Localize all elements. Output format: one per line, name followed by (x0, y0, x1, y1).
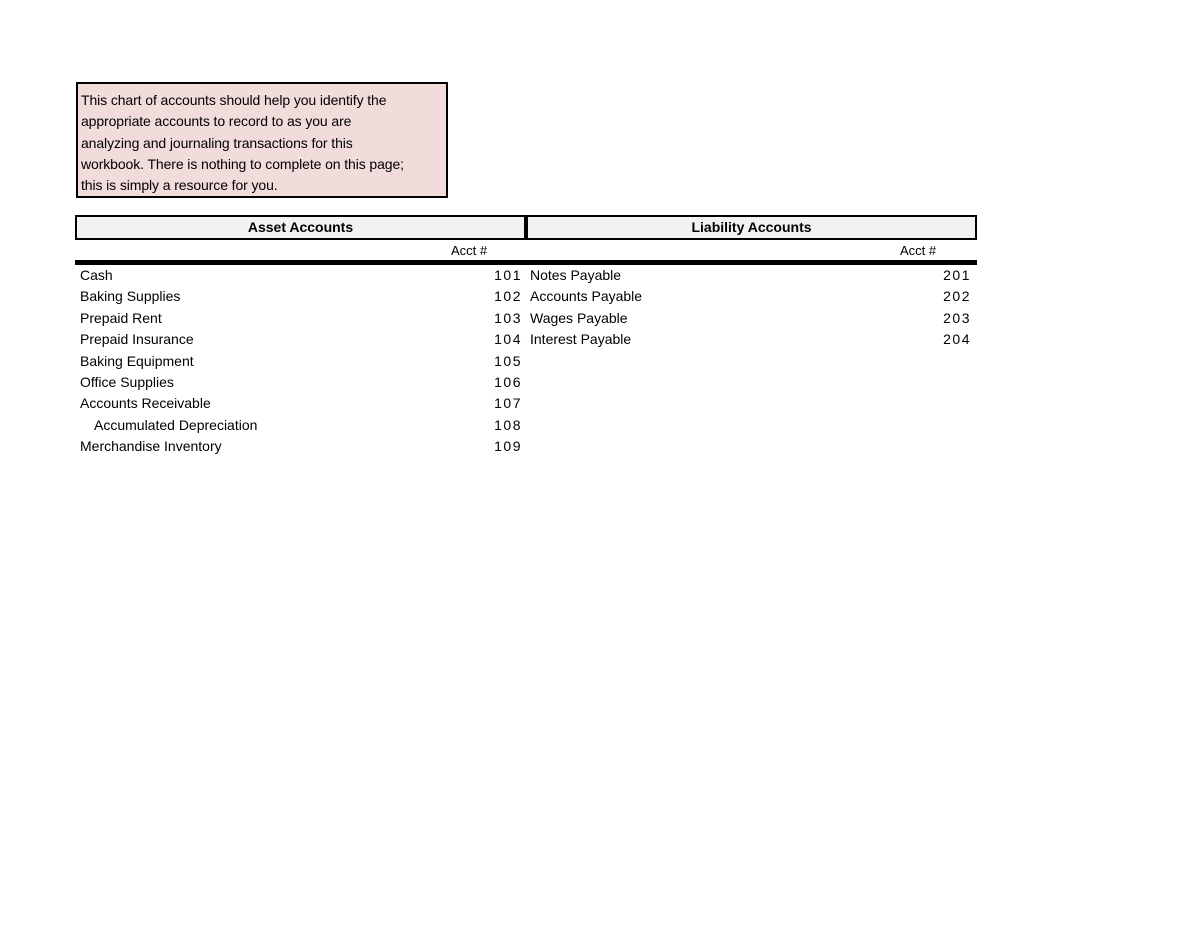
account-row (80, 308, 523, 329)
account-row (80, 372, 523, 393)
account-row (80, 393, 523, 414)
account-name: Office Supplies (80, 373, 174, 390)
account-name: Merchandise Inventory (80, 438, 222, 455)
account-number: 106 (494, 373, 522, 390)
account-name: Accumulated Depreciation (94, 416, 258, 433)
asset-accounts-header: Asset Accounts (75, 215, 526, 240)
account-row (530, 308, 972, 329)
note-line: workbook. There is nothing to complete on this page; (81, 155, 404, 172)
liability-acct-number-label: Acct # (900, 243, 937, 258)
account-number: 203 (943, 309, 971, 326)
account-row (530, 286, 972, 307)
account-number: 101 (494, 267, 522, 283)
account-name: Baking Equipment (80, 352, 194, 369)
instruction-note (76, 82, 448, 198)
account-row (530, 265, 972, 286)
note-line: appropriate accounts to record to as you are (81, 113, 352, 130)
account-name: Prepaid Insurance (80, 331, 194, 348)
account-number: 202 (943, 288, 971, 305)
account-number: 204 (943, 331, 971, 348)
account-number: 201 (943, 267, 971, 283)
asset-acct-number-label: Acct # (451, 243, 488, 258)
account-name: Accounts Receivable (80, 395, 211, 412)
account-number: 108 (494, 416, 522, 433)
account-name: Interest Payable (530, 331, 632, 348)
account-number: 102 (494, 288, 522, 305)
account-name: Cash (80, 267, 113, 283)
account-row (80, 265, 523, 286)
account-number: 104 (494, 331, 522, 348)
account-row (80, 415, 523, 436)
account-name: Prepaid Rent (80, 309, 162, 326)
account-name: Accounts Payable (530, 288, 643, 305)
note-line: This chart of accounts should help you identify the (81, 92, 387, 108)
account-number: 105 (494, 352, 522, 369)
account-number: 107 (494, 395, 522, 412)
account-row (530, 329, 972, 350)
account-row (80, 436, 523, 457)
liability-accounts-header: Liability Accounts (526, 215, 977, 240)
asset-accounts-list (80, 265, 523, 458)
liability-accounts-list (530, 265, 972, 351)
account-name: Wages Payable (530, 309, 628, 326)
account-number: 103 (494, 309, 522, 326)
note-line: analyzing and journaling transactions for this (81, 134, 353, 151)
account-number: 109 (494, 438, 522, 455)
account-row (80, 286, 523, 307)
account-name: Notes Payable (530, 267, 622, 283)
account-row (80, 351, 523, 372)
account-name: Baking Supplies (80, 288, 181, 305)
note-line: this is simply a resource for you. (81, 177, 278, 194)
account-row (80, 329, 523, 350)
